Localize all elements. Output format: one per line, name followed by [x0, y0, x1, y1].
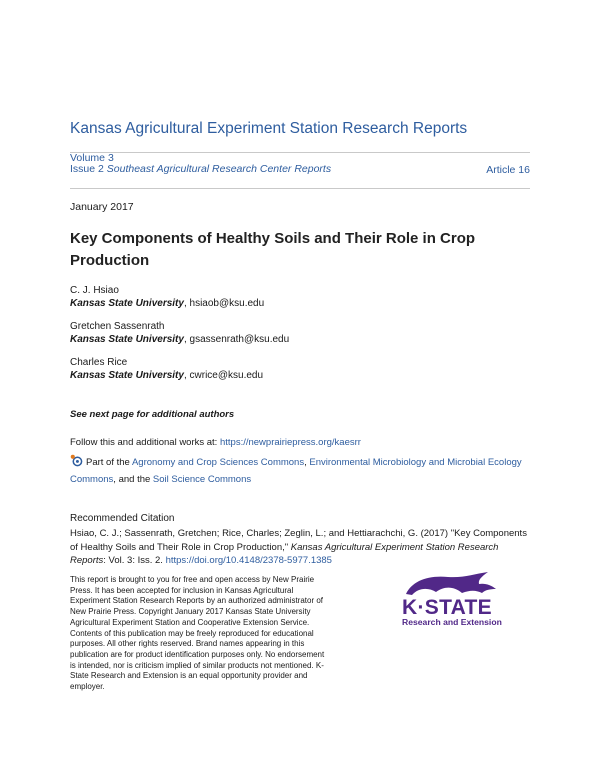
author-affiliation: Kansas State University — [70, 334, 184, 345]
author-email[interactable]: gsassenrath@ksu.edu — [189, 334, 290, 345]
divider — [70, 188, 530, 189]
commons-link-soil-science[interactable]: Soil Science Commons — [152, 474, 252, 485]
citation-body: Hsiao, C. J.; Sassenrath, Gretchen; Rice, Charles; Zeglin, L.; and Hettiarachchi, G. (2017) "Key Components of Healthy Soils and Their Role in Crop Production," — [70, 528, 527, 553]
publication-date: January 2017 — [70, 201, 134, 213]
volume-link[interactable]: Volume 3 — [70, 152, 114, 164]
article-link[interactable]: Article 16 — [486, 164, 530, 176]
author-affiliation: Kansas State University — [70, 298, 184, 309]
separator: , — [304, 457, 310, 468]
network-icon — [70, 454, 83, 467]
repository-link[interactable]: https://newprairiepress.org/kaesrr — [219, 437, 361, 448]
follow-text: Follow this and additional works at: — [70, 437, 220, 448]
series-title-link[interactable]: Kansas Agricultural Experiment Station Research Reports — [70, 120, 468, 137]
citation-volume: : Vol. 3: Iss. 2. — [103, 555, 166, 566]
logo-subtitle: Research and Extension — [402, 617, 502, 627]
commons-link-agronomy[interactable]: Agronomy and Crop Sciences Commons — [131, 457, 305, 468]
author-name: C. J. Hsiao — [70, 285, 119, 296]
see-next-note: See next page for additional authors — [70, 409, 235, 420]
follow-line — [70, 437, 361, 448]
author-affiliation: Kansas State University — [70, 370, 184, 381]
author-block: Gretchen Sassenrath Kansas State University, gsassenrath@ksu.edu — [70, 321, 290, 345]
citation-heading: Recommended Citation — [70, 513, 175, 524]
citation-journal: Kansas Agricultural Experiment Station Research Reports — [70, 541, 499, 566]
logo-wordmark: K·STATE — [402, 596, 492, 619]
author-email[interactable]: hsiaob@ksu.edu — [189, 298, 265, 309]
author-block: C. J. Hsiao Kansas State University, hsiaob@ksu.edu — [70, 285, 265, 309]
volume-issue-block — [70, 153, 360, 175]
part-of-prefix: Part of the — [86, 457, 132, 468]
author-name: Charles Rice — [70, 357, 128, 368]
issue-name: Southeast Agricultural Research Center Reports — [106, 163, 332, 175]
rights-statement: This report is brought to you for free and open access by New Prairie Press. It has been accepted for inclusion in Kansas Agricultural Experiment Station Research Reports by an authorized administrator of New Prairie Press. Copyright January 2017 Kansas State University Agricultural Experiment Station and Cooperative Extension Service. Contents of this publication may be freely reproduced for educational purposes. All other rights reserved. Brand names appearing in this publication are for product identification purposes only. No endorsement is intended, nor is criticism implied of similar products not mentioned. K-State Research and Extension is an equal opportunity provider and employer. — [70, 575, 325, 692]
citation-text — [70, 527, 532, 568]
wildcat-logo-icon — [398, 571, 508, 599]
doi-link[interactable]: https://doi.org/10.4148/2378-5977.1385 — [165, 555, 332, 566]
separator: , and the — [113, 474, 153, 485]
issue-prefix: Issue 2 — [70, 163, 104, 175]
author-block: Charles Rice Kansas State University, cwrice@ksu.edu — [70, 357, 264, 381]
author-email[interactable]: cwrice@ksu.edu — [189, 370, 264, 381]
issue-line[interactable] — [70, 164, 360, 175]
part-of-block — [70, 454, 530, 488]
author-name: Gretchen Sassenrath — [70, 321, 165, 332]
article-title: Key Components of Healthy Soils and Their Role in Crop Production — [70, 230, 476, 269]
commons-link-microbiology[interactable]: Environmental Microbiology and Microbial Ecology Commons — [70, 457, 522, 485]
